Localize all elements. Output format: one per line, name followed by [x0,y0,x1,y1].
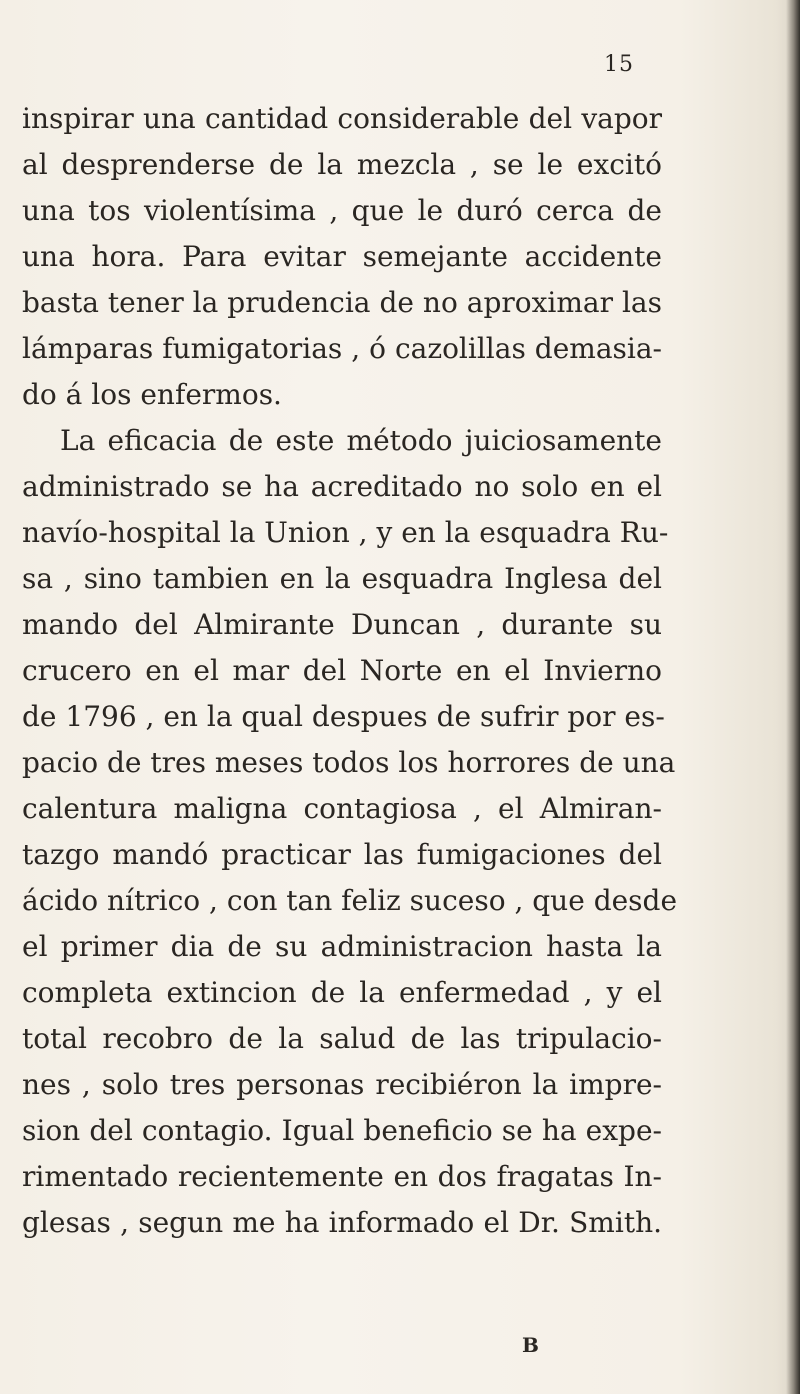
text-line: nes , solo tres personas recibiéron la impre- [22,1068,662,1101]
text-line: inspirar una cantidad considerable del vapor [22,102,662,135]
signature-mark: B [522,1333,539,1357]
text-line: sa , sino tambien en la esquadra Inglesa del [22,562,662,595]
text-line: pacio de tres meses todos los horrores de una [22,746,676,779]
text-line: glesas , segun me ha informado el Dr. Smith. [22,1206,662,1239]
text-line: calentura maligna contagiosa , el Almiran- [22,792,662,825]
text-line: lámparas fumigatorias , ó cazolillas demasia- [22,332,662,365]
text-line: sion del contagio. Igual beneficio se ha expe- [22,1114,662,1147]
text-line: navío-hospital la Union , y en la esquadra Ru- [22,516,669,549]
text-line: una tos violentísima , que le duró cerca de [22,194,662,227]
paragraph-start-line: La eficacia de este método juiciosamente [60,424,662,457]
text-line: rimentado recientemente en dos fragatas In- [22,1160,662,1193]
text-line: total recobro de la salud de las tripulacio- [22,1022,662,1055]
text-line: completa extincion de la enfermedad , y el [22,976,662,1009]
page-edge-shadow [786,0,800,1394]
body-text [22,96,678,1246]
text-line: administrado se ha acreditado no solo en el [22,470,662,503]
text-line: de 1796 , en la qual despues de sufrir por es- [22,700,665,733]
text-line: mando del Almirante Duncan , durante su [22,608,662,641]
text-line: do á los enfermos. [22,378,282,411]
text-line: basta tener la prudencia de no aproximar las [22,286,662,319]
text-line: al desprenderse de la mezcla , se le excitó [22,148,662,181]
text-line: ácido nítrico , con tan feliz suceso , que desde [22,884,678,917]
text-line: tazgo mandó practicar las fumigaciones del [22,838,662,871]
text-line: crucero en el mar del Norte en el Invierno [22,654,662,687]
text-line: una hora. Para evitar semejante accidente [22,240,662,273]
page-number: 15 [604,52,634,77]
text-line: el primer dia de su administracion hasta la [22,930,662,963]
